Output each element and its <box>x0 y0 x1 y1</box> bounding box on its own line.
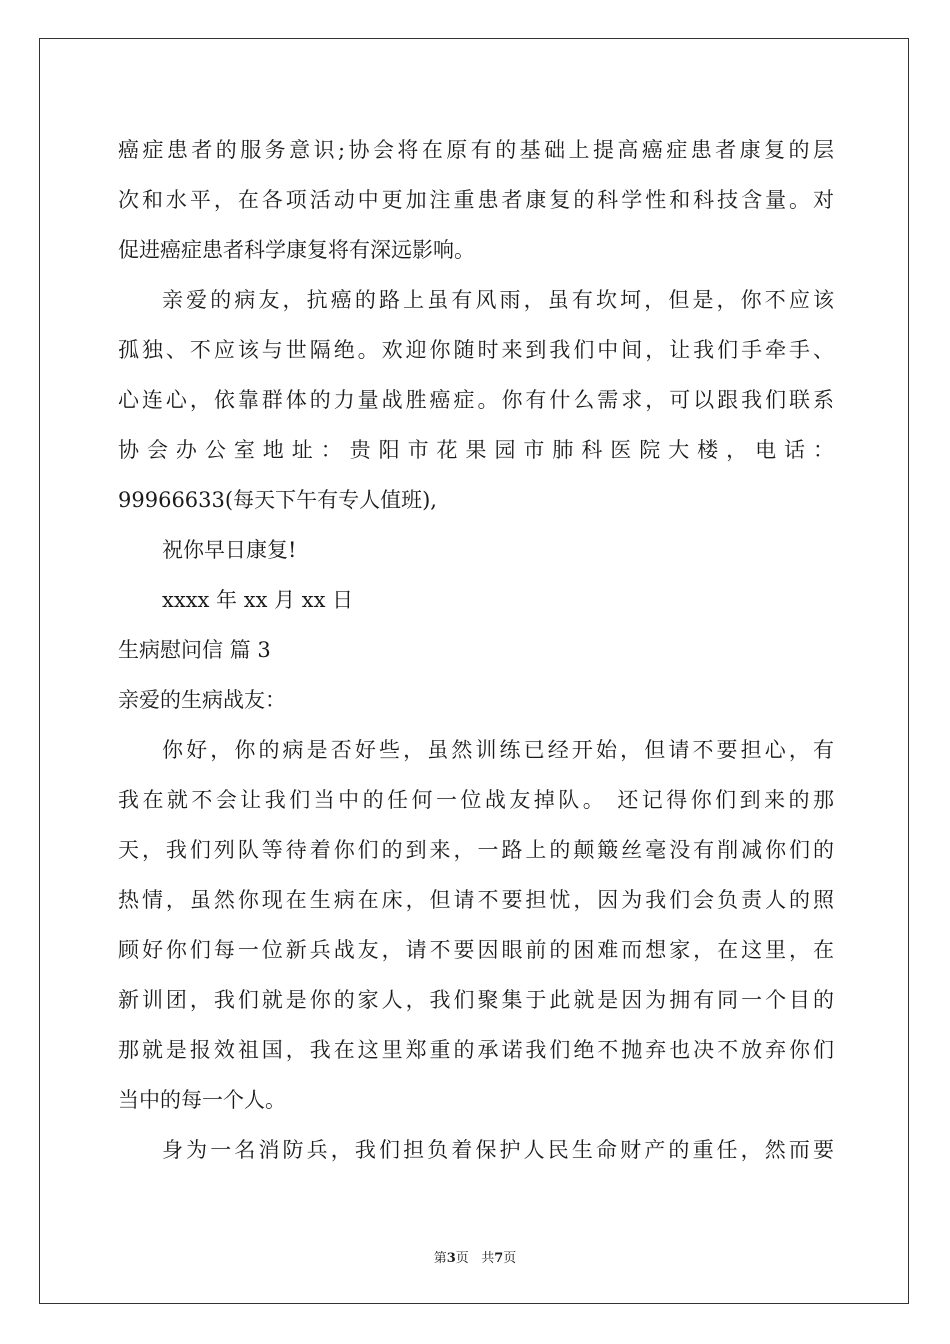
text-line: 次和水平，在各项活动中更加注重患者康复的科学性和科技含量。对 <box>118 188 834 212</box>
text-line: 癌症患者的服务意识;协会将在原有的基础上提高癌症患者康复的层 <box>118 138 834 162</box>
text-line: 当中的每一个人。 <box>118 1088 286 1112</box>
text-line: 亲爱的病友，抗癌的路上虽有风雨，虽有坎坷，但是，你不应该 <box>162 288 834 312</box>
page-label-prefix: 第 <box>433 1251 447 1266</box>
text-line: 身为一名消防兵，我们担负着保护人民生命财产的重任，然而要 <box>162 1138 834 1162</box>
page-label-suffix: 页 <box>455 1251 469 1266</box>
text-line: 热情，虽然你现在生病在床，但请不要担忧，因为我们会负责人的照 <box>118 888 834 912</box>
text-line: 生病慰问信 篇 3 <box>118 638 271 662</box>
text-line: 你好，你的病是否好些，虽然训练已经开始，但请不要担心，有 <box>162 738 834 762</box>
total-label-suffix: 页 <box>503 1251 517 1266</box>
text-line: 亲爱的生病战友： <box>118 688 286 712</box>
total-label-prefix: 共 <box>481 1251 495 1266</box>
current-page-number: 3 <box>446 1251 456 1266</box>
text-line: 天，我们列队等待着你们的到来，一路上的颠簸丝毫没有削减你们的 <box>118 838 834 862</box>
text-line: 顾好你们每一位新兵战友，请不要因眼前的困难而想家，在这里，在 <box>118 938 834 962</box>
text-line: 孤独、不应该与世隔绝。欢迎你随时来到我们中间，让我们手牵手、 <box>118 338 834 362</box>
text-line: 心连心，依靠群体的力量战胜癌症。你有什么需求，可以跟我们联系 <box>118 388 834 412</box>
text-line: xxxx 年 xx 月 xx 日 <box>162 588 354 612</box>
text-line: 我在就不会让我们当中的任何一位战友掉队。 还记得你们到来的那 <box>118 788 834 812</box>
text-line: 协会办公室地址：贵阳市花果园市肺科医院大楼，电话： <box>118 438 834 462</box>
text-line: 99966633(每天下午有专人值班), <box>118 488 437 512</box>
page-footer <box>0 1247 950 1266</box>
text-line: 那就是报效祖国，我在这里郑重的承诺我们绝不抛弃也决不放弃你们 <box>118 1038 834 1062</box>
text-line: 新训团，我们就是你的家人，我们聚集于此就是因为拥有同一个目的 <box>118 988 834 1012</box>
total-pages-number: 7 <box>494 1251 504 1266</box>
text-line: 祝你早日康复! <box>162 538 297 562</box>
text-line: 促进癌症患者科学康复将有深远影响。 <box>118 238 475 262</box>
document-body <box>118 125 834 1175</box>
